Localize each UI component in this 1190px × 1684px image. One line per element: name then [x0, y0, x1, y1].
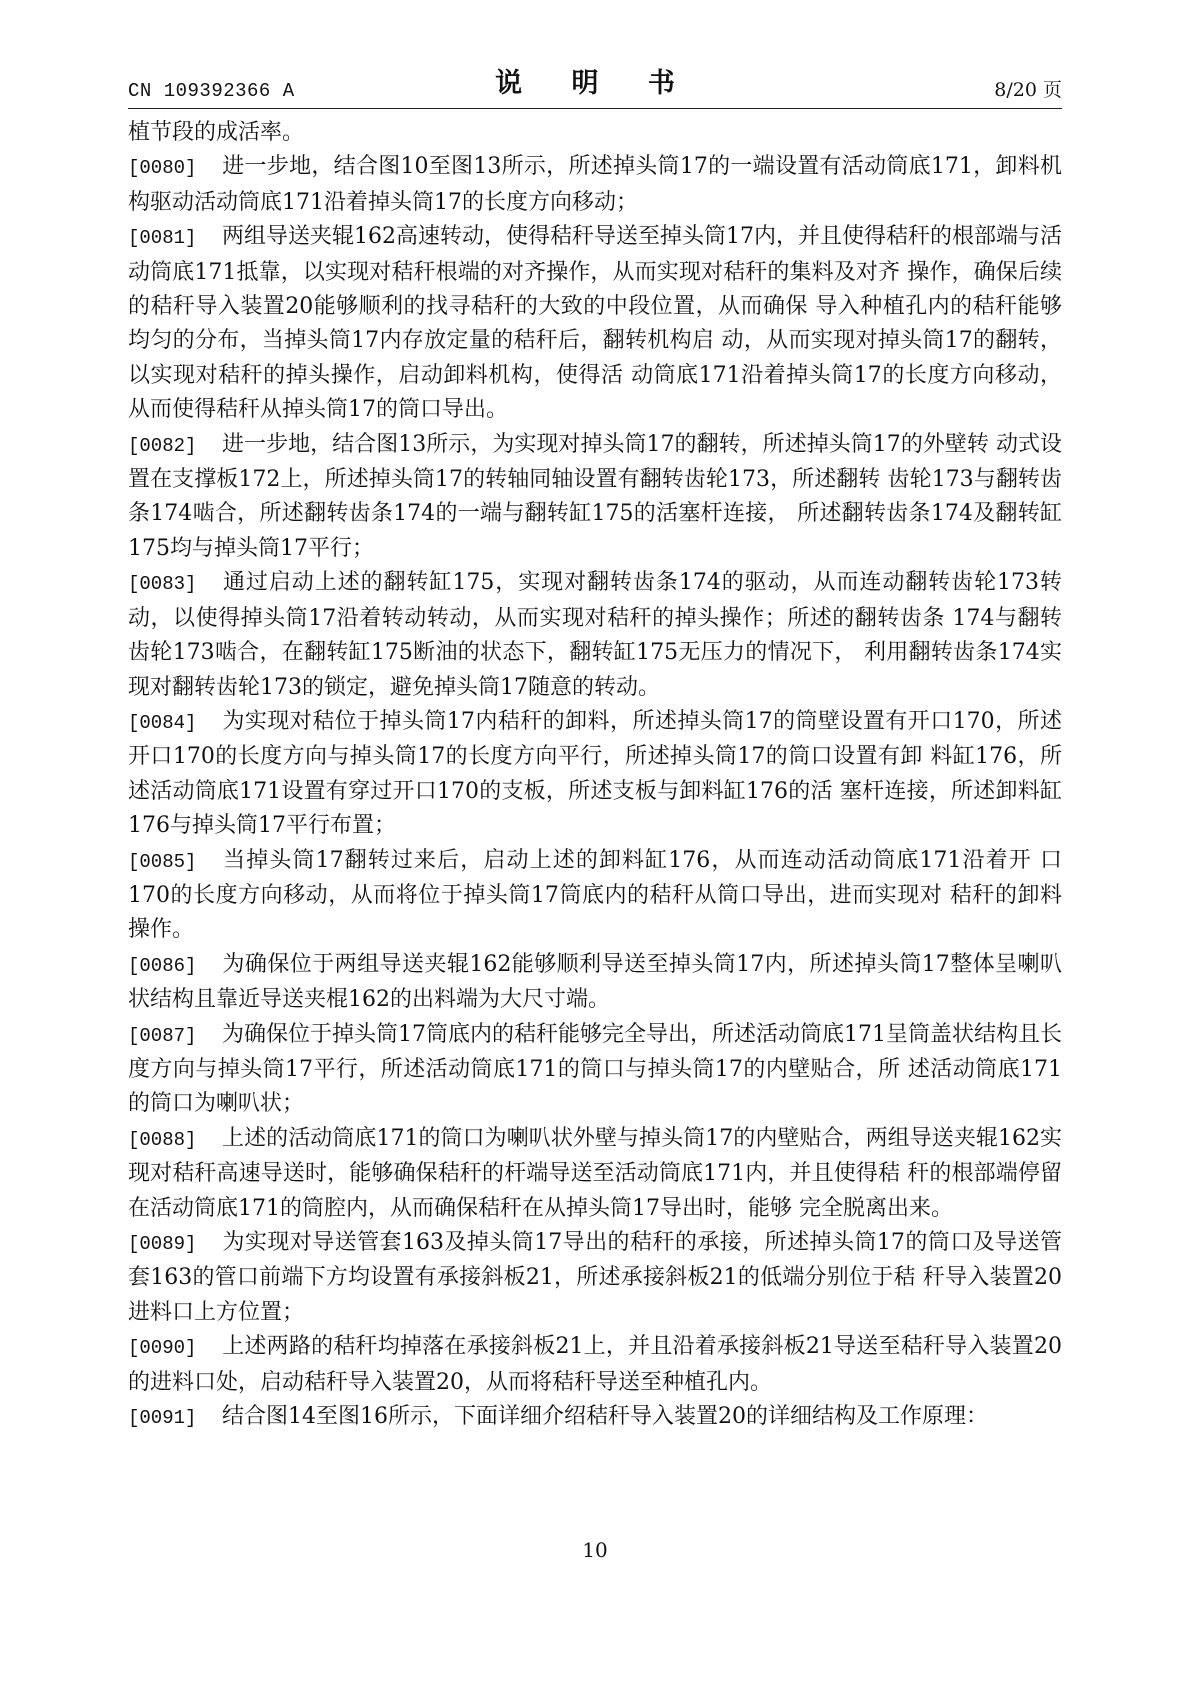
paragraph-text: 进一步地，结合图10至图13所示，所述掉头筒17的一端设置有活动筒底171，卸料机构驱动活动筒底171沿着掉头筒17的长度方向移动；: [128, 154, 1062, 215]
document-title: 说 明 书: [495, 68, 695, 99]
paragraph-text: 进一步地，结合图13所示，为实现对掉头筒17的翻转，所述掉头筒17的外壁转 动式设置在支撑板172上，所述掉头筒17的转轴同轴设置有翻转齿轮173，所述翻转 齿轮173与翻转齿条174啮合，所述翻转齿条174的一端与翻转缸175的活塞杆连接， 所述翻转齿条174及翻转缸175均与掉头筒17平行；: [128, 431, 1062, 561]
page-number: 10: [582, 1538, 608, 1562]
paragraph-text: 上述两路的秸秆均掉落在承接斜板21上，并且沿着承接斜板21导送至秸秆导入装置20的进料口处，启动秸秆导入装置20，从而将秸秆导送至种植孔内。: [128, 1334, 1062, 1395]
paragraph-text: 两组导送夹辊162高速转动，使得秸秆导送至掉头筒17内，并且使得秸秆的根部端与活动筒底171抵靠，以实现对秸秆根端的对齐操作，从而实现对秸秆的集料及对齐 操作，确保后续的秸秆导入装置20能够顺利的找寻秸秆的大致的中段位置，从而确保 导入种植孔内的秸秆能够均匀的分布，当掉头筒17内存放定量的秸秆后，翻转机构启 动，从而实现对掉头筒17的翻转，以实现对秸秆的掉头操作，启动卸料机构，使得活 动筒底171沿着掉头筒17的长度方向移动，从而使得秸秆从掉头筒17的筒口导出。: [128, 224, 1062, 423]
paragraph-text: 上述的活动筒底171的筒口为喇叭状外壁与掉头筒17的内壁贴合，两组导送夹辊162实现对秸秆高速导送时，能够确保秸秆的杆端导送至活动筒底171内，并且使得秸 秆的根部端停留在活动筒底171的筒腔内，从而确保秸秆在从掉头筒17导出时，能够 完全脱离出来。: [128, 1125, 1062, 1221]
publication-number: CN 109392366 A: [128, 80, 295, 102]
paragraph-text: 为确保位于掉头筒17筒底内的秸秆能够完全导出，所述活动筒底171呈筒盖状结构且长度方向与掉头筒17平行，所述活动筒底171的筒口与掉头筒17的内壁贴合，所 述活动筒底171的筒口为喇叭状；: [128, 1021, 1062, 1117]
paragraph-0087: [128, 1018, 1062, 1122]
paragraph-number: [0083]: [128, 573, 197, 596]
paragraph-text: 为实现对秸位于掉头筒17内秸秆的卸料，所述掉头筒17的筒壁设置有开口170，所述开口170的长度方向与掉头筒17的长度方向平行，所述掉头筒17的筒口设置有卸 料缸176，所述活动筒底171设置有穿过开口170的支板，所述支板与卸料缸176的活 塞杆连接，所述卸料缸176与掉头筒17平行布置；: [128, 708, 1062, 839]
paragraph-number: [0088]: [128, 1128, 197, 1151]
paragraph-number: [0080]: [128, 157, 197, 180]
document-body: [128, 116, 1062, 1435]
paragraph-text: 为确保位于两组导送夹辊162能够顺利导送至掉头筒17内，所述掉头筒17整体呈喇叭状结构且靠近导送夹棍162的出料端为大尺寸端。: [128, 951, 1062, 1013]
paragraph-0081: [128, 220, 1062, 427]
paragraph-text: 为实现对导送管套163及掉头筒17导出的秸秆的承接，所述掉头筒17的筒口及导送管套163的管口前端下方均设置有承接斜板21，所述承接斜板21的低端分别位于秸 秆导入装置20进料口上方位置；: [128, 1230, 1062, 1325]
paragraph-0085: [128, 844, 1062, 948]
paragraph-number: [0085]: [128, 850, 197, 873]
paragraph-0086: [128, 948, 1062, 1018]
page-info: 8/20 页: [994, 79, 1062, 101]
continuation-text: 植节段的成活率。: [128, 120, 305, 145]
paragraph-number: [0082]: [128, 434, 197, 457]
paragraph-0089: [128, 1226, 1062, 1330]
paragraph-number: [0081]: [128, 227, 197, 250]
paragraph-0090: [128, 1330, 1062, 1400]
paragraph-number: [0090]: [128, 1337, 197, 1360]
paragraph-text: 结合图14至图16所示，下面详细介绍秸秆导入装置20的详细结构及工作原理：: [222, 1404, 988, 1430]
paragraph-0084: [128, 705, 1062, 844]
page-header: [128, 62, 1062, 109]
paragraph-number: [0086]: [128, 954, 197, 977]
page-footer: [0, 1538, 1190, 1562]
paragraph-number: [0084]: [128, 711, 197, 734]
paragraph-0083: [128, 566, 1062, 705]
paragraph-0091: [128, 1400, 1062, 1435]
paragraph-0088: [128, 1122, 1062, 1226]
paragraph-0082: [128, 428, 1062, 567]
paragraph-text: 当掉头筒17翻转过来后，启动上述的卸料缸176，从而连动活动筒底171沿着开 口170的长度方向移动，从而将位于掉头筒17筒底内的秸秆从筒口导出，进而实现对 秸秆的卸料操作。: [128, 847, 1062, 943]
paragraph-0080: [128, 150, 1062, 220]
paragraph-number: [0089]: [128, 1233, 197, 1255]
paragraph-number: [0091]: [128, 1407, 197, 1430]
paragraph-number: [0087]: [128, 1024, 197, 1047]
paragraph-text: 通过启动上述的翻转缸175，实现对翻转齿条174的驱动，从而连动翻转齿轮173转动，以使得掉头筒17沿着转动转动，从而实现对秸秆的掉头操作；所述的翻转齿条 174与翻转齿轮173啮合，在翻转缸175断油的状态下，翻转缸175无压力的情况下， 利用翻转齿条174实现对翻转齿轮173的锁定，避免掉头筒17随意的转动。: [128, 570, 1062, 700]
